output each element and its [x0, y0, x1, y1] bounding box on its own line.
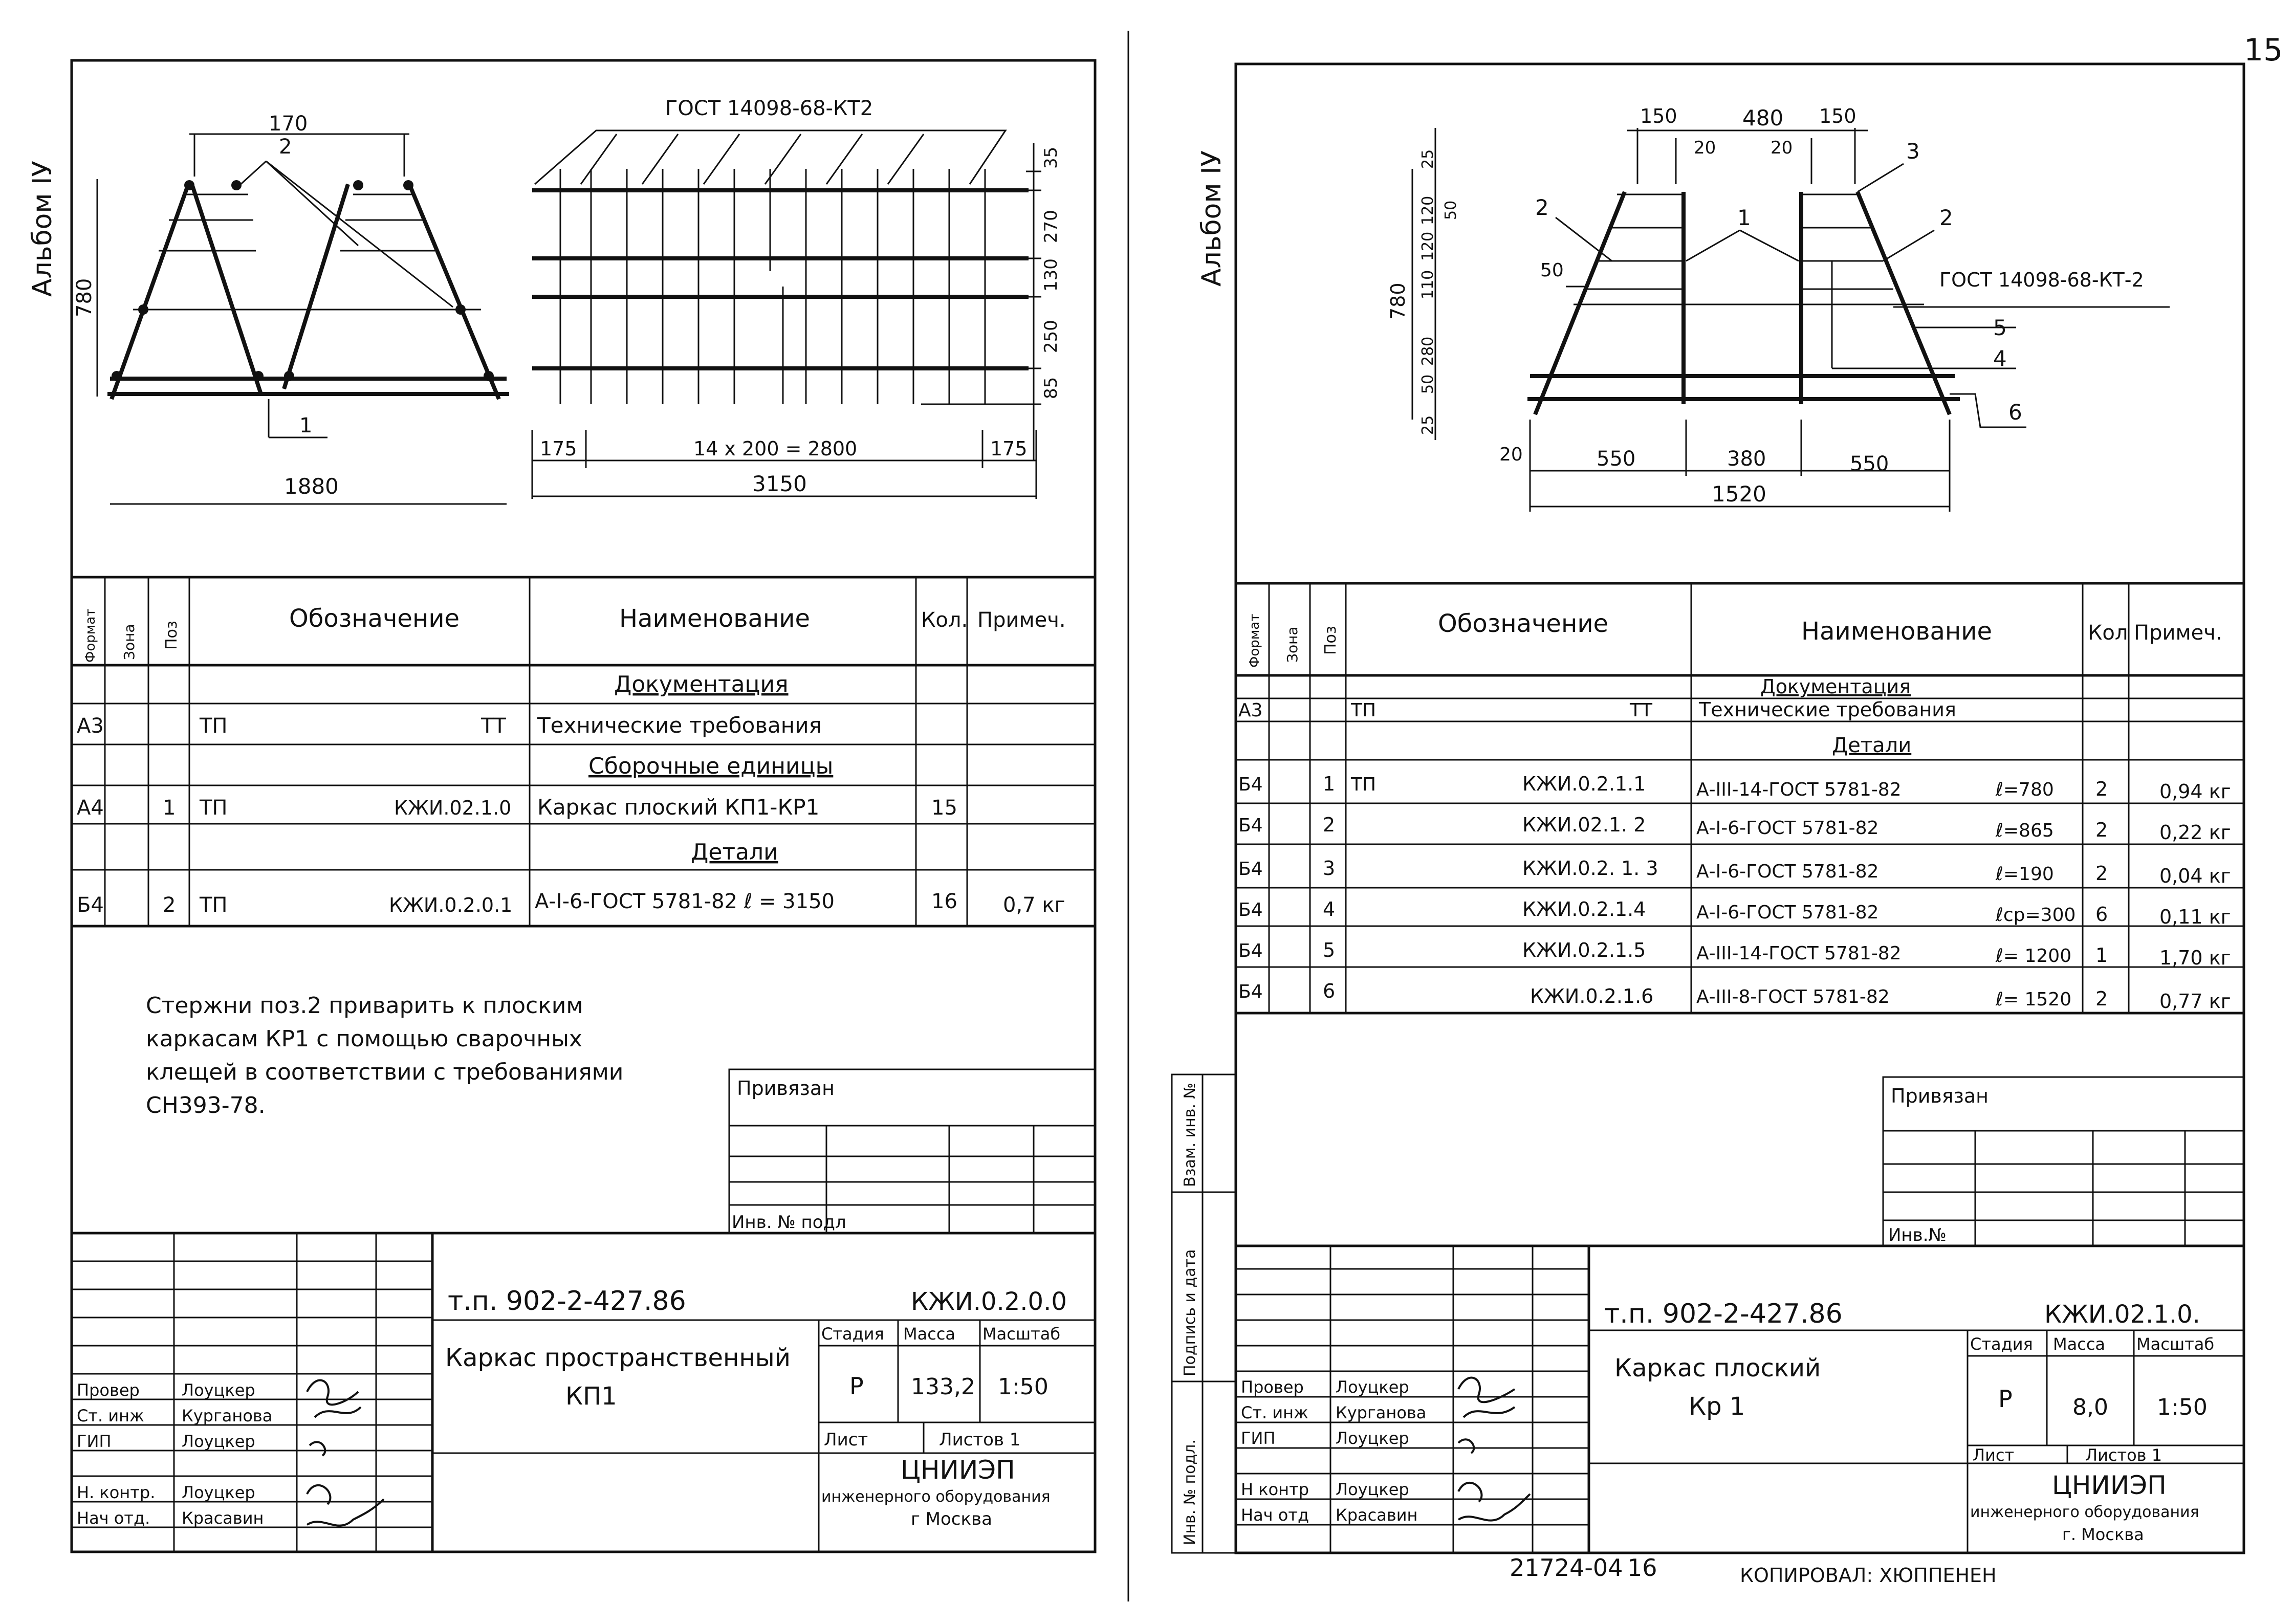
stamp-person: Лоуцкер [182, 1432, 255, 1451]
spec-row-name: Сборочные единицы [588, 753, 834, 779]
stamp-sheet: Лист [824, 1430, 868, 1450]
stamp-role: Н контр [1241, 1480, 1309, 1499]
stamp-code: КЖИ.02.1.0. [2044, 1300, 2200, 1329]
left-gost-label: ГОСТ 14098-68-КТ2 [665, 97, 873, 120]
stamp-role: Нач отд. [77, 1508, 150, 1528]
left-side-elevation [532, 97, 1061, 499]
spec-row-qty: 2 [2095, 987, 2108, 1010]
vdim-280: 280 [1419, 336, 1437, 366]
stamp-scale: 1:50 [2157, 1394, 2208, 1420]
spec-row-qty: 2 [2095, 778, 2108, 800]
spec-row-designation: ТП [200, 796, 228, 820]
stamp-person: Лоуцкер [182, 1483, 255, 1502]
col-note: Примеч. [977, 608, 1066, 632]
spec-row-code: КЖИ.02.1. 2 [1522, 814, 1646, 836]
spec-row-note: 1,70 кг [2159, 947, 2231, 969]
stamp-role: Ст. инж [77, 1406, 144, 1425]
vdim-120: 120 [1419, 195, 1437, 225]
col-note: Примеч. [2134, 621, 2222, 645]
stamp-role: Провер [77, 1380, 140, 1400]
stamp-sheets: Листов 1 [939, 1430, 1021, 1450]
bdim-380: 380 [1727, 447, 1766, 471]
col-pos: Поз [163, 621, 181, 650]
right-privyazan [1883, 1077, 2244, 1246]
bdim-550-left: 550 [1597, 447, 1636, 471]
stamp-stage: Р [849, 1372, 864, 1400]
spec-row-designation: ТП [200, 893, 228, 917]
right-side-stamp [1172, 1074, 1236, 1553]
spec-row-pos: 5 [1323, 939, 1336, 961]
spec-row-format: Б4 [77, 893, 104, 917]
stamp-org-sub: инженерного оборудования [1970, 1503, 2199, 1521]
stamp-person: Курганова [182, 1406, 273, 1425]
stamp-stage-header: Стадия [1970, 1334, 2033, 1354]
side-label-sign: Подпись и дата [1181, 1249, 1199, 1376]
col-name: Наименование [619, 604, 811, 633]
stamp-mass: 8,0 [2072, 1394, 2108, 1420]
col-designation: Обозначение [1438, 609, 1609, 638]
spec-row-pos: 4 [1323, 898, 1336, 920]
spec-row-code: ТТ [1630, 700, 1652, 721]
spec-row-len: ℓср=300 [1996, 905, 2076, 926]
leader-3: 3 [1906, 139, 1920, 164]
stamp-sheets: Листов 1 [2085, 1445, 2162, 1465]
right-gost-label: ГОСТ 14098-68-КТ-2 [1939, 269, 2144, 291]
spec-row-format: Б4 [1238, 981, 1263, 1002]
dim-175-right: 175 [990, 437, 1028, 460]
dim-170: 170 [269, 112, 308, 136]
spec-row-format: Б4 [1238, 774, 1263, 795]
stamp-title: Каркас пространственный [445, 1344, 791, 1372]
spec-row-len: ℓ=780 [1996, 779, 2054, 800]
col-pos: Поз [1322, 626, 1340, 655]
stamp-org: ЦНИИЭП [2052, 1471, 2167, 1500]
leader-4: 4 [1993, 346, 2007, 371]
spec-row-name: А-I-6-ГОСТ 5781-82 ℓ = 3150 [535, 890, 835, 913]
spec-row-name: Технические требования [1699, 698, 1956, 721]
dim-1880: 1880 [284, 474, 339, 499]
dim-50: 50 [1540, 260, 1564, 281]
spec-row-pos: 1 [1323, 773, 1336, 795]
spec-row-name: А-I-6-ГОСТ 5781-82 [1696, 818, 1879, 839]
stamp-stage: Р [1998, 1385, 2013, 1413]
bottom-sheet-number: 16 [1627, 1554, 1657, 1582]
dim-780: 780 [73, 278, 96, 317]
dim-270: 270 [1041, 210, 1061, 243]
inv-podl-label: Инв. № подл [732, 1212, 846, 1233]
side-label-vzam: Взам. инв. № [1181, 1083, 1199, 1187]
dim-250: 250 [1041, 320, 1061, 353]
dim-150-right: 150 [1819, 105, 1856, 127]
spec-row-name: Документация [614, 671, 789, 697]
stamp-person: Красавин [1336, 1505, 1418, 1525]
spec-row-note: 0,7 кг [1003, 893, 1065, 917]
spec-row-code: КЖИ.0.2.0.1 [389, 894, 513, 916]
spec-row-format: А4 [77, 796, 104, 820]
privyazan-label: Привязан [1891, 1085, 1989, 1107]
spec-row-note: 0,11 кг [2159, 906, 2231, 928]
stamp-role: Ст. инж [1241, 1403, 1308, 1422]
stamp-project: т.п. 902-2-427.86 [448, 1286, 686, 1316]
col-designation: Обозначение [289, 604, 460, 633]
stamp-person: Лоуцкер [1336, 1480, 1409, 1499]
stamp-person: Курганова [1336, 1403, 1427, 1422]
spec-row-len: ℓ= 1520 [1996, 989, 2072, 1010]
spec-row-name: Детали [691, 839, 778, 865]
spec-row-code: КЖИ.02.1.0 [394, 797, 512, 819]
spec-row-name: А-III-14-ГОСТ 5781-82 [1696, 779, 1902, 800]
spec-row-pos: 2 [163, 893, 176, 917]
spec-row-code: КЖИ.0.2.1.6 [1530, 985, 1654, 1007]
stamp-org: ЦНИИЭП [901, 1455, 1015, 1485]
privyazan-label: Привязан [737, 1077, 835, 1100]
spec-row-qty: 1 [2095, 944, 2108, 967]
inv-no-label: Инв.№ [1888, 1225, 1947, 1245]
spec-row-format: Б4 [1238, 859, 1263, 880]
dim-35: 35 [1041, 146, 1061, 169]
stamp-mass: 133,2 [911, 1374, 975, 1400]
leader-2-right: 2 [1939, 205, 1953, 230]
spec-row-name: Каркас плоский КП1-КР1 [537, 795, 820, 820]
stamp-org-city: г Москва [911, 1509, 992, 1529]
dim-85: 85 [1041, 377, 1061, 399]
stamp-role: Н. контр. [77, 1483, 156, 1502]
spec-row-note: 0,22 кг [2159, 821, 2231, 844]
stamp-title-mark: КП1 [565, 1382, 617, 1411]
spec-row-code: КЖИ.0.2.1.5 [1522, 939, 1646, 961]
spec-row-note: 0,94 кг [2159, 780, 2231, 803]
spec-row-pos: 2 [1323, 814, 1336, 836]
left-sheet [27, 60, 1095, 1552]
dim-780-right: 780 [1387, 282, 1409, 320]
right-title-block [1236, 1246, 2244, 1553]
signatures [307, 1380, 384, 1526]
col-format: Формат [83, 608, 98, 663]
spec-row-name: А-I-6-ГОСТ 5781-82 [1696, 902, 1879, 923]
vdim-110: 110 [1419, 270, 1437, 299]
bdim-20: 20 [1499, 444, 1523, 465]
stamp-person: Красавин [182, 1508, 264, 1528]
left-album-label: Альбом IУ [27, 160, 58, 297]
spec-row-len: ℓ=865 [1996, 820, 2054, 841]
bdim-550-right: 550 [1850, 452, 1889, 476]
stamp-mass-header: Масса [903, 1324, 956, 1344]
vdim-120b: 120 [1419, 231, 1437, 261]
stamp-scale-header: Масштаб [982, 1324, 1061, 1344]
stamp-scale: 1:50 [998, 1374, 1048, 1400]
dim-20-left: 20 [1694, 138, 1716, 158]
col-zone: Зона [121, 624, 138, 660]
dim-150-left: 150 [1640, 105, 1677, 127]
dim-480: 480 [1742, 105, 1784, 130]
spec-row-name: Технические требования [537, 713, 822, 738]
stamp-title: Каркас плоский [1614, 1354, 1821, 1382]
stamp-role: Нач отд [1241, 1505, 1309, 1525]
spec-row-code: ТТ [481, 714, 506, 738]
spec-row-designation: ТП [200, 714, 228, 738]
page-number: 15 [2244, 32, 2283, 68]
stamp-project: т.п. 902-2-427.86 [1604, 1299, 1843, 1329]
stamp-org-city: г. Москва [2062, 1525, 2144, 1544]
spec-row-code: КЖИ.0.2.1.1 [1522, 773, 1646, 795]
spec-row-name: Детали [1832, 734, 1912, 757]
spec-row-name: А-III-8-ГОСТ 5781-82 [1696, 986, 1890, 1007]
stamp-code: КЖИ.0.2.0.0 [911, 1287, 1067, 1316]
stamp-role: ГИП [77, 1432, 112, 1451]
stamp-sheet: Лист [1973, 1445, 2015, 1465]
leader-2-left: 2 [1535, 195, 1549, 220]
note-line: каркасам КР1 с помощью сварочных [146, 1026, 582, 1052]
spec-row-pos: 6 [1323, 980, 1336, 1002]
right-spec-table [1236, 583, 2244, 1013]
stamp-person: Лоуцкер [1336, 1429, 1409, 1448]
left-privyazan [729, 1069, 1095, 1233]
vdim-25-top: 25 [1419, 149, 1437, 169]
vdim-50: 50 [1442, 200, 1460, 220]
left-note [146, 993, 623, 1118]
dim-20-right: 20 [1771, 138, 1793, 158]
dim-3150: 3150 [752, 471, 807, 496]
left-title-block [72, 1233, 1095, 1552]
spec-row-qty: 15 [931, 796, 957, 820]
stamp-stage-header: Стадия [821, 1324, 884, 1344]
spec-row-format: А3 [1238, 700, 1263, 721]
spec-row-designation: ТП [1351, 700, 1377, 721]
stamp-person: Лоуцкер [182, 1380, 255, 1400]
spec-row-qty: 6 [2095, 903, 2108, 926]
copied-by: КОПИРОВАЛ: ХЮППЕНЕН [1740, 1564, 1997, 1587]
bdim-1520: 1520 [1712, 481, 1766, 507]
stamp-role: ГИП [1241, 1429, 1276, 1448]
right-album-label: Альбом IУ [1196, 150, 1227, 287]
spec-row-len: ℓ= 1200 [1996, 946, 2072, 967]
col-zone: Зона [1284, 626, 1301, 663]
left-cross-section [73, 112, 509, 504]
stamp-person: Лоуцкер [1336, 1377, 1409, 1397]
stamp-mass-header: Масса [2053, 1334, 2106, 1354]
leader-pos1: 1 [299, 414, 313, 437]
spec-row-format: Б4 [1238, 899, 1263, 920]
spec-row-qty: 16 [931, 890, 957, 913]
right-sheet [1172, 64, 2244, 1587]
spec-row-qty: 2 [2095, 862, 2108, 885]
spec-row-note: 0,77 кг [2159, 990, 2231, 1013]
leader-6: 6 [2008, 400, 2022, 425]
spec-row-format: Б4 [1238, 940, 1263, 961]
note-line: Стержни поз.2 приварить к плоским [146, 993, 583, 1019]
spec-row-code: КЖИ.0.2. 1. 3 [1522, 857, 1658, 880]
leader-1: 1 [1737, 205, 1751, 230]
spec-row-name: А-III-14-ГОСТ 5781-82 [1696, 943, 1902, 964]
dim-175-left: 175 [540, 437, 577, 460]
stamp-role: Провер [1241, 1377, 1304, 1397]
spec-row-qty: 2 [2095, 819, 2108, 841]
side-label-inv: Инв. № подл. [1181, 1439, 1199, 1545]
note-line: клещей в соответствии с требованиями [146, 1059, 624, 1085]
left-spec-table [72, 577, 1095, 926]
spec-row-name: А-I-6-ГОСТ 5781-82 [1696, 861, 1879, 882]
stamp-org-sub: инженерного оборудования [821, 1488, 1051, 1506]
vdim-50b: 50 [1419, 374, 1437, 394]
spec-row-designation: ТП [1351, 774, 1377, 795]
spec-row-code: КЖИ.0.2.1.4 [1522, 898, 1646, 920]
vdim-25-bottom: 25 [1419, 415, 1437, 435]
spec-row-format: Б4 [1238, 815, 1263, 836]
spec-row-len: ℓ=190 [1996, 864, 2054, 885]
col-qty: Кол [2088, 621, 2128, 645]
col-qty: Кол. [921, 608, 968, 632]
bottom-code: 21724-04 [1510, 1554, 1623, 1582]
stamp-scale-header: Масштаб [2136, 1334, 2215, 1354]
leader-pos2: 2 [279, 135, 292, 159]
stamp-title-mark: Кр 1 [1689, 1392, 1745, 1421]
dim-130: 130 [1041, 258, 1061, 292]
col-format: Формат [1247, 613, 1262, 668]
spec-row-pos: 1 [163, 796, 176, 820]
spec-row-note: 0,04 кг [2159, 865, 2231, 887]
dim-14x200: 14 x 200 = 2800 [693, 437, 858, 460]
leader-5: 5 [1993, 315, 2007, 340]
spec-row-format: А3 [77, 714, 104, 738]
note-line: СН393-78. [146, 1092, 266, 1118]
spec-row-pos: 3 [1323, 857, 1336, 880]
right-cross-section [1387, 105, 2170, 512]
spec-row-name: Документация [1760, 675, 1911, 698]
col-name: Наименование [1801, 617, 1993, 646]
